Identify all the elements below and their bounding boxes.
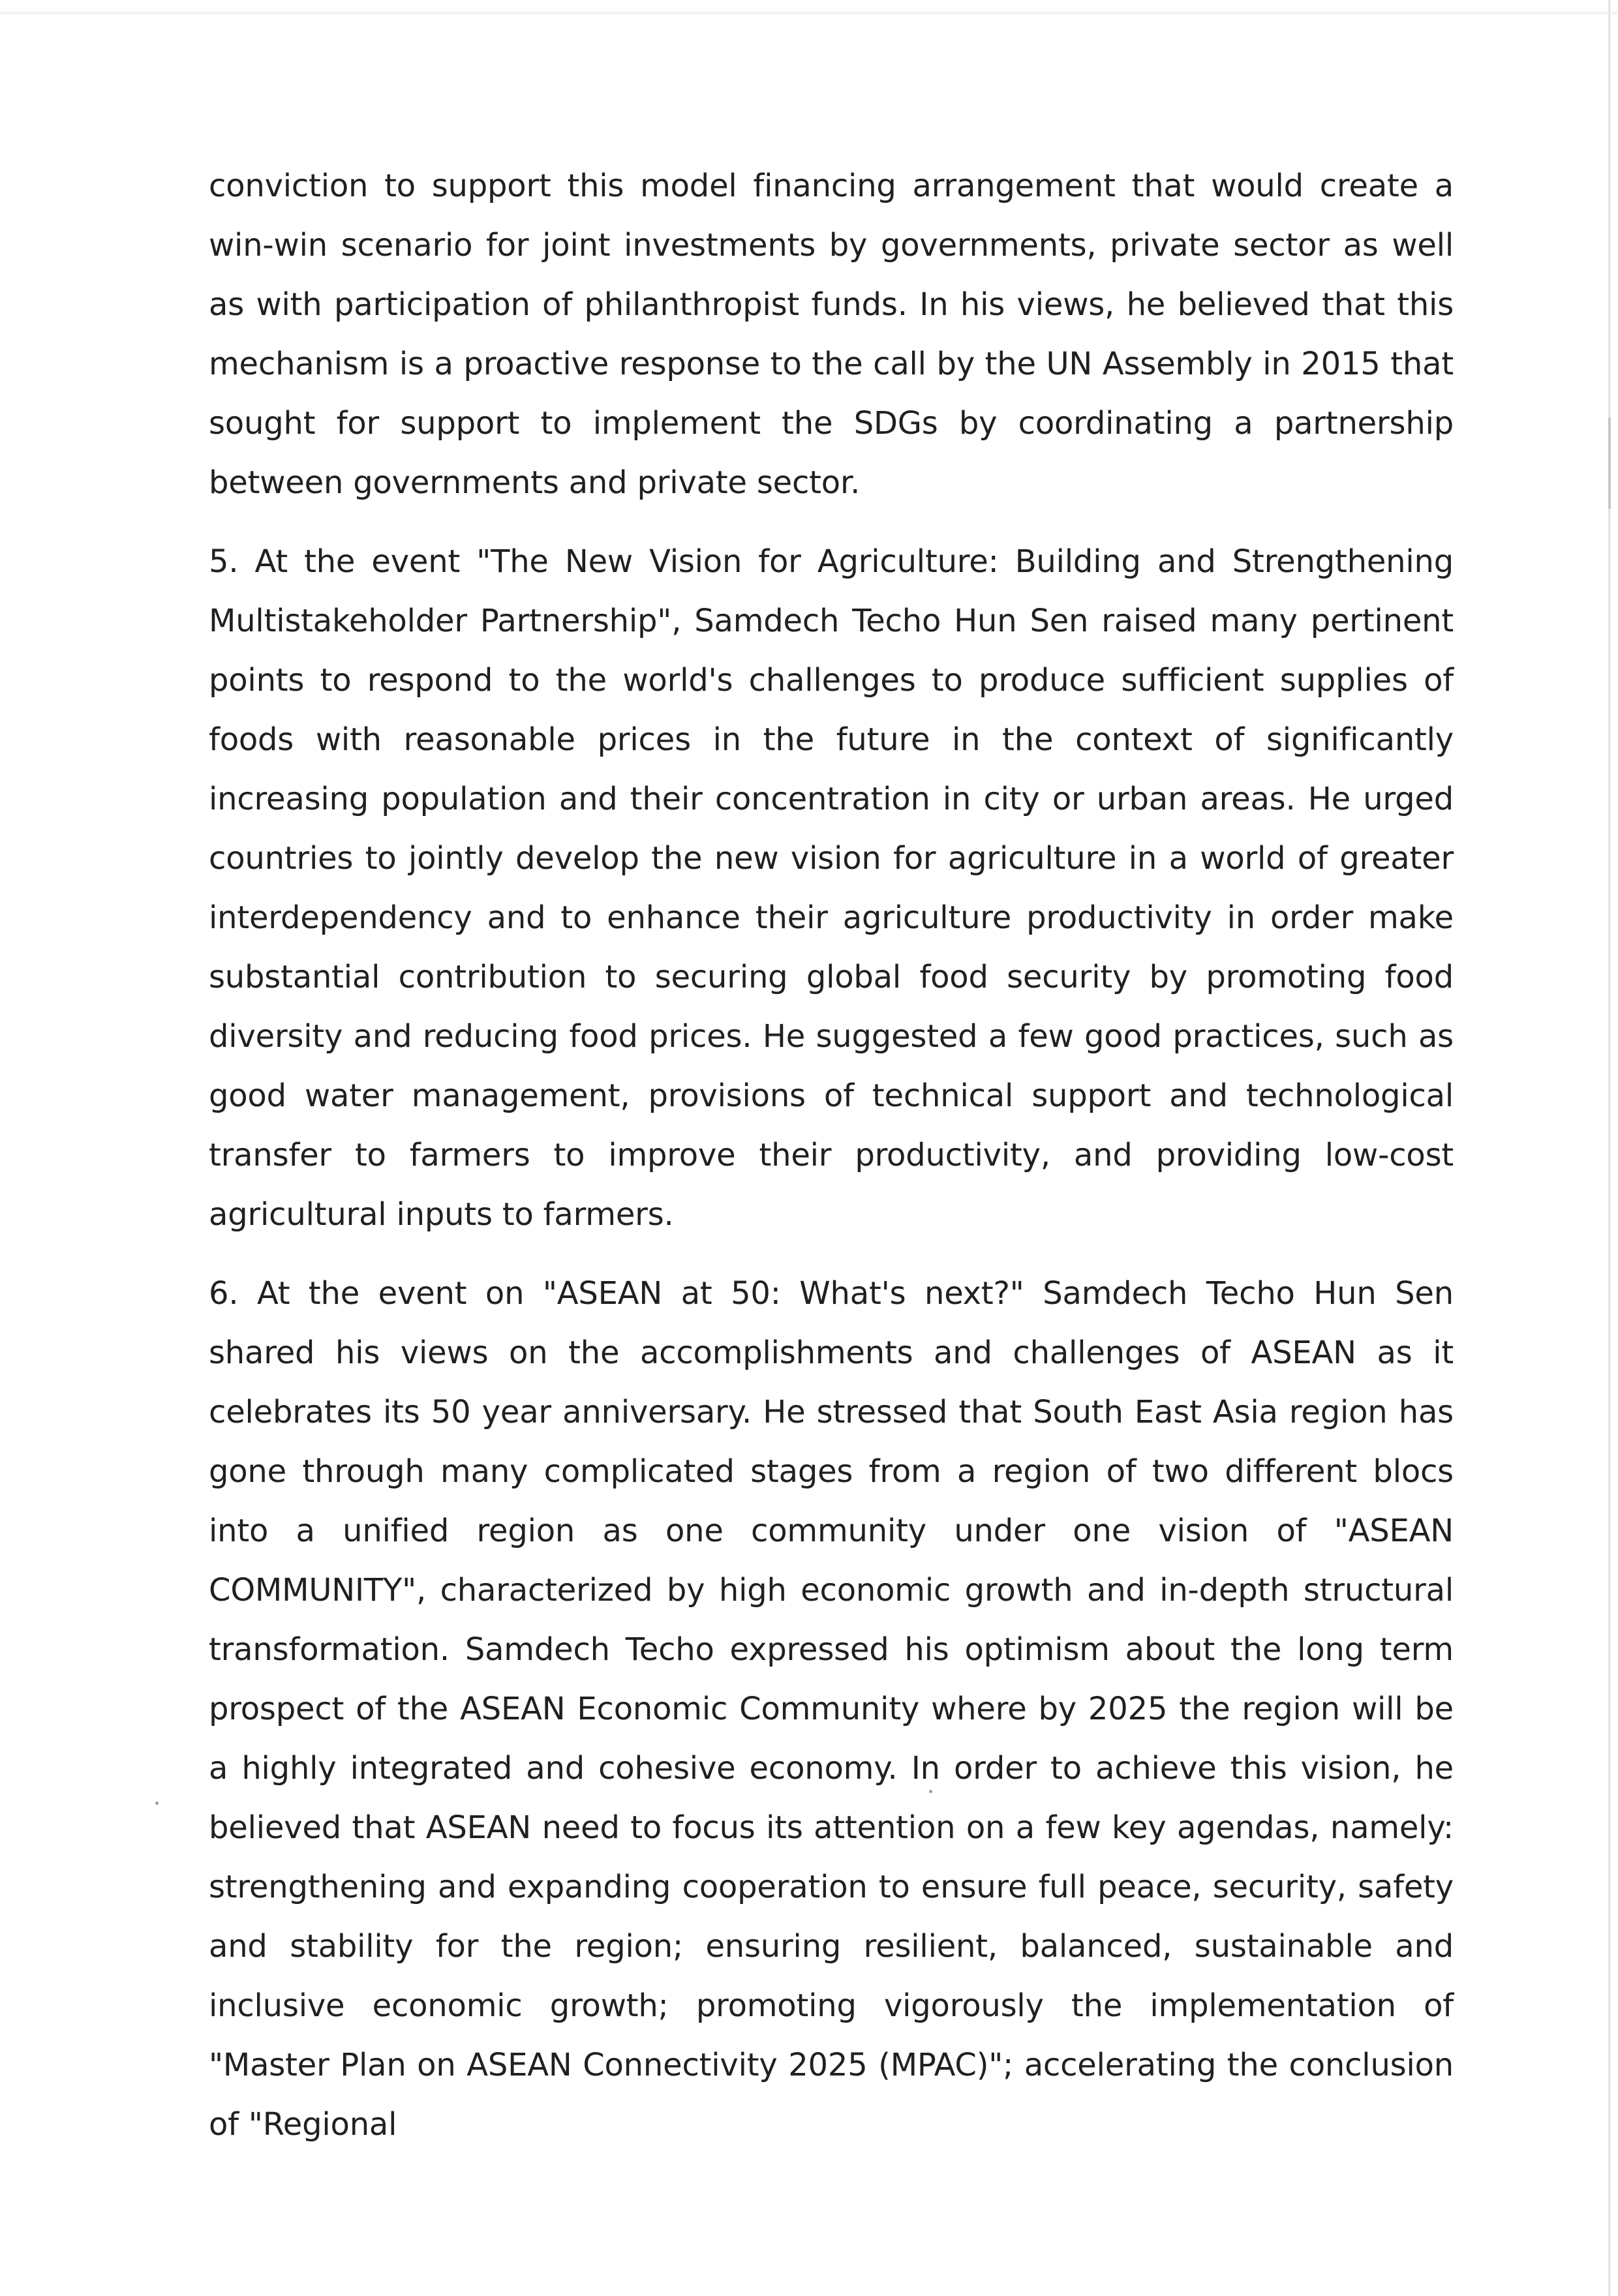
paragraph-4-continuation: conviction to support this model financing arrangement that would create a win-win scenario for joint investments by governments, private sector as well as with participation of philanthropist funds. In his views, he believed that this mechanism is a proactive response to the call by the UN Assembly in 2015 that sought for support to implement the SDGs by coordinating a partnership between governments and private sector. xyxy=(209,168,1454,501)
scan-top-edge xyxy=(0,12,1618,16)
scan-speck xyxy=(929,1790,932,1793)
scan-speck xyxy=(155,1802,159,1805)
paragraph-6: 6. At the event on "ASEAN at 50: What's next?" Samdech Techo Hun Sen shared his views on the accomplishments and challenges of ASEAN as it celebrates its 50 year anniversary. He stressed that South East Asia region has gone through many complicated stages from a region of two different blocs into a unified region as one community under one vision of "ASEAN COMMUNITY", characterized by high economic growth and in-depth structural transformation. Samdech Techo expressed his optimism about the long term prospect of the ASEAN Economic Community where by 2025 the region will be a highly integrated and cohesive economy. In order to achieve this vision, he believed that ASEAN need to focus its attention on a few key agendas, namely: strengthening and expanding cooperation to ensure full peace, security, safety and stability for the region; ensuring resilient, balanced, sustainable and inclusive economic growth; promoting vigorously the implementation of "Master Plan on ASEAN Connectivity 2025 (MPAC)"; accelerating the conclusion of "Regional xyxy=(209,1275,1454,2143)
scan-right-edge xyxy=(1608,0,1611,2296)
scan-edge-mark xyxy=(1608,417,1611,509)
document-body xyxy=(209,157,1454,2154)
paragraph-5: 5. At the event "The New Vision for Agriculture: Building and Strengthening Multistakeholder Partnership", Samdech Techo Hun Sen raised many pertinent points to respond to the world's challenges to produce sufficient supplies of foods with reasonable prices in the future in the context of significantly increasing population and their concentration in city or urban areas. He urged countries to jointly develop the new vision for agriculture in a world of greater interdependency and to enhance their agriculture productivity in order make substantial contribution to securing global food security by promoting food diversity and reducing food prices. He suggested a few good practices, such as good water management, provisions of technical support and technological transfer to farmers to improve their productivity, and providing low-cost agricultural inputs to farmers. xyxy=(209,543,1454,1233)
